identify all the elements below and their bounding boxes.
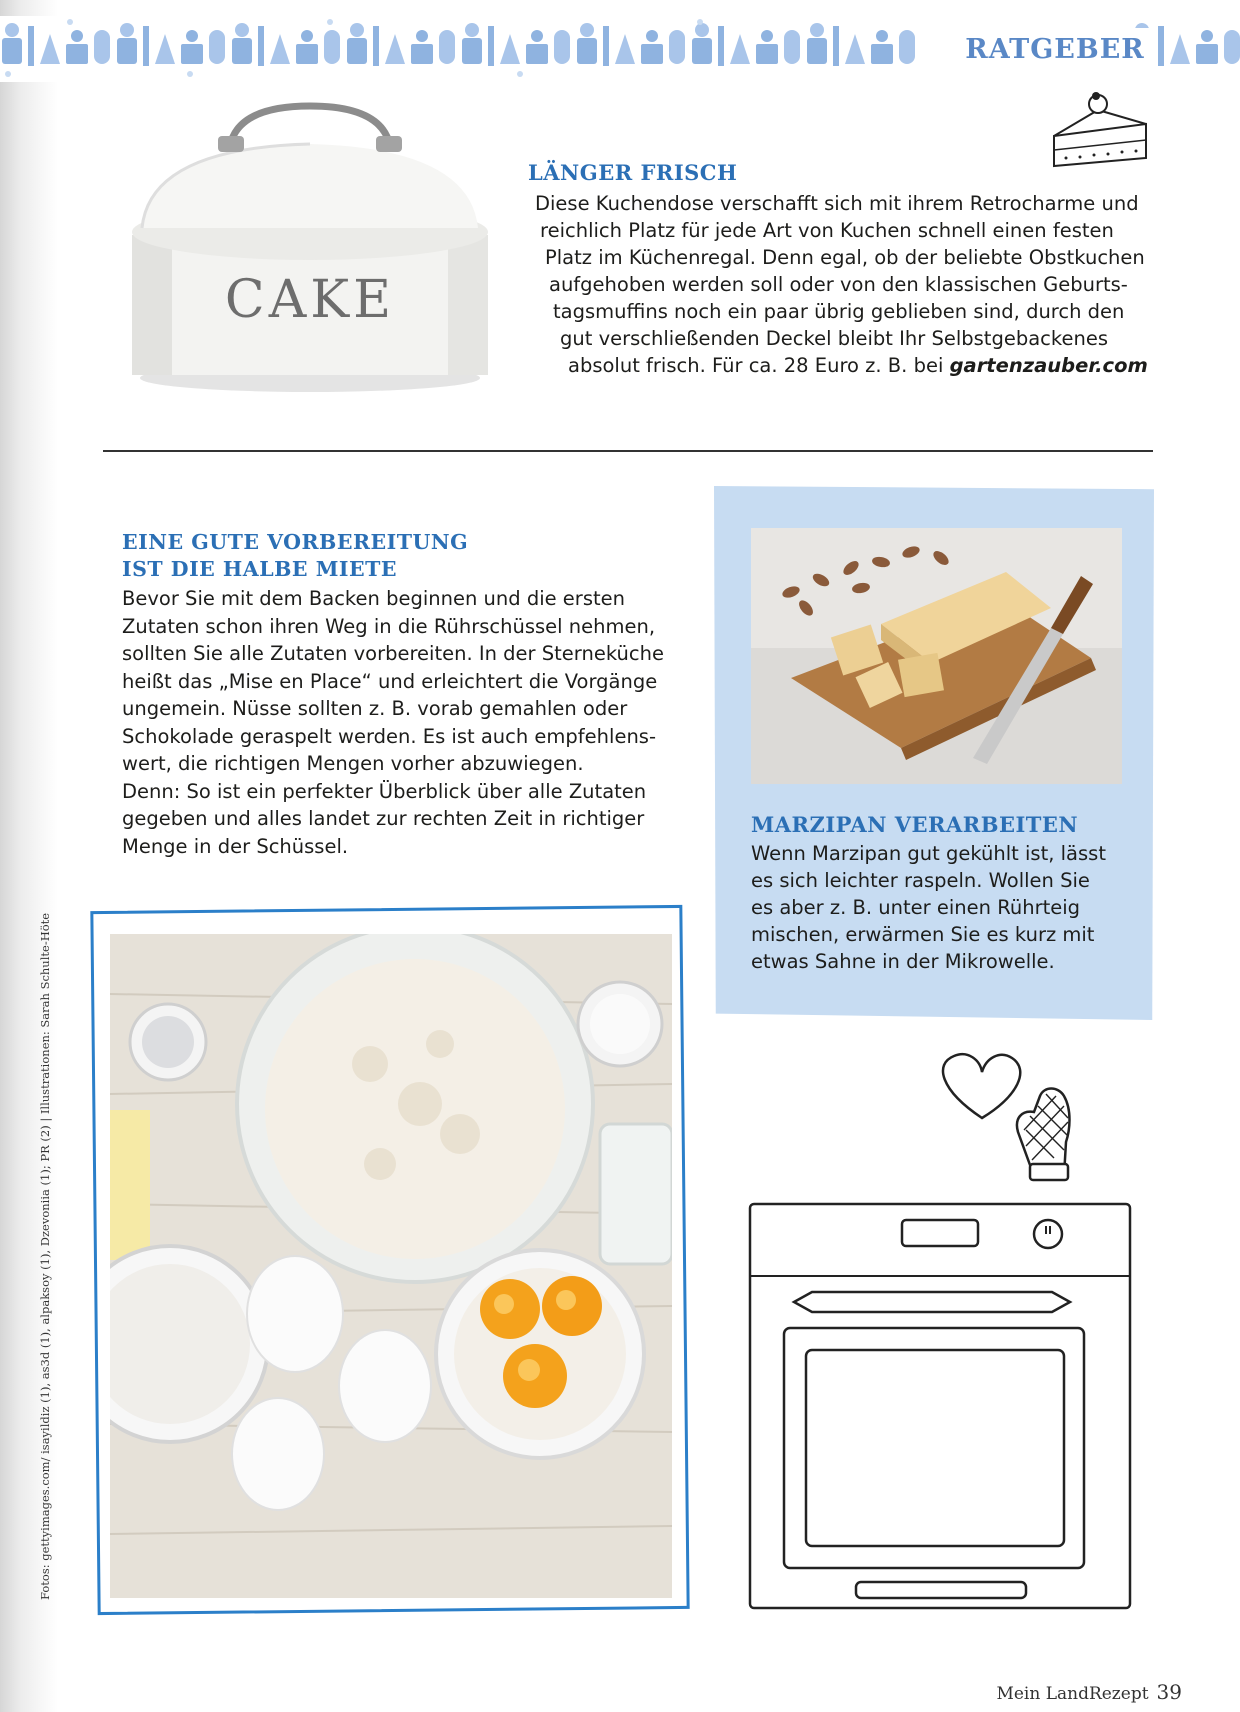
marzipan-photo (751, 528, 1122, 784)
tin-heading: LÄNGER FRISCH (528, 160, 738, 185)
oven-illustration (746, 1196, 1136, 1614)
marzipan-line-3: es aber z. B. unter einen Rührteig (751, 896, 1081, 919)
marzipan-line-1: Wenn Marzipan gut gekühlt ist, lässt (751, 842, 1106, 865)
page-footer (996, 1680, 1182, 1704)
prep-line-2: Zutaten schon ihren Weg in die Rührschüssel nehmen, (122, 614, 656, 638)
prep-line-8: Denn: So ist ein perfekter Überblick über alle Zutaten (122, 779, 647, 803)
page-number: 39 (1156, 1680, 1182, 1704)
section-tag: RATGEBER (955, 28, 1155, 72)
prep-heading-line-1: EINE GUTE VORBEREITUNG (122, 530, 469, 554)
photo-credits: Fotos: gettyimages.com/ isayildiz (1), as3d (1), alpaksoy (1), Dzevoniia (1); PR (2) | Illustrationen: Sarah Schulte-Höte (38, 912, 52, 1600)
marzipan-line-5: etwas Sahne in der Mikrowelle. (751, 950, 1055, 973)
tin-line-6: gut verschließenden Deckel bleibt Ihr Selbstgebackenes (560, 327, 1108, 350)
cake-slice-illustration (1046, 88, 1156, 170)
cake-tin-label: CAKE (224, 270, 396, 330)
prep-line-1: Bevor Sie mit dem Backen beginnen und die ersten (122, 587, 625, 610)
tin-line-2: reichlich Platz für jede Art von Kuchen schnell einen festen (540, 219, 1114, 242)
tin-line-1: Diese Kuchendose verschafft sich mit ihrem Retrocharme und (535, 192, 1139, 215)
prep-line-5: ungemein. Nüsse sollten z. B. vorab gemahlen oder (122, 697, 628, 720)
marzipan-line-2: es sich leichter raspeln. Wollen Sie (751, 869, 1090, 892)
cake-tin-photo (120, 100, 500, 400)
tin-line-7-text: absolut frisch. Für ca. 28 Euro z. B. bei (568, 354, 950, 377)
prep-line-3: sollten Sie alle Zutaten vorbereiten. In der Sterneküche (122, 642, 664, 665)
tin-line-7 (568, 352, 1148, 380)
prep-line-9: gegeben und alles landet zur rechten Zeit in richtiger (122, 807, 645, 830)
ingredients-photo (110, 934, 672, 1598)
prep-line-10: Menge in der Schüssel. (122, 834, 349, 858)
tin-line-5: tagsmuffins noch ein paar übrig geblieben sind, durch den (553, 300, 1125, 323)
prep-line-6: Schokolade geraspelt werden. Es ist auch empfehlens- (122, 724, 656, 748)
prep-line-7: wert, die richtigen Mengen vorher abzuwiegen. (122, 752, 584, 775)
marzipan-heading: MARZIPAN VERARBEITEN (751, 812, 1079, 837)
tin-line-4: aufgehoben werden soll oder von den klassischen Geburts- (549, 273, 1128, 296)
prep-line-4: heißt das „Mise en Place“ und erleichtert die Vorgänge (122, 669, 658, 693)
heart-mitt-illustration (930, 1046, 1090, 1186)
prep-heading-line-2: IST DIE HALBE MIETE (122, 557, 397, 581)
shop-link[interactable]: gartenzauber.com (949, 354, 1148, 377)
tin-line-3: Platz im Küchenregal. Denn egal, ob der beliebte Obstkuchen (545, 246, 1145, 269)
magazine-name: Mein LandRezept (996, 1684, 1149, 1704)
marzipan-line-4: mischen, erwärmen Sie es kurz mit (751, 923, 1095, 946)
section-divider (103, 450, 1153, 452)
